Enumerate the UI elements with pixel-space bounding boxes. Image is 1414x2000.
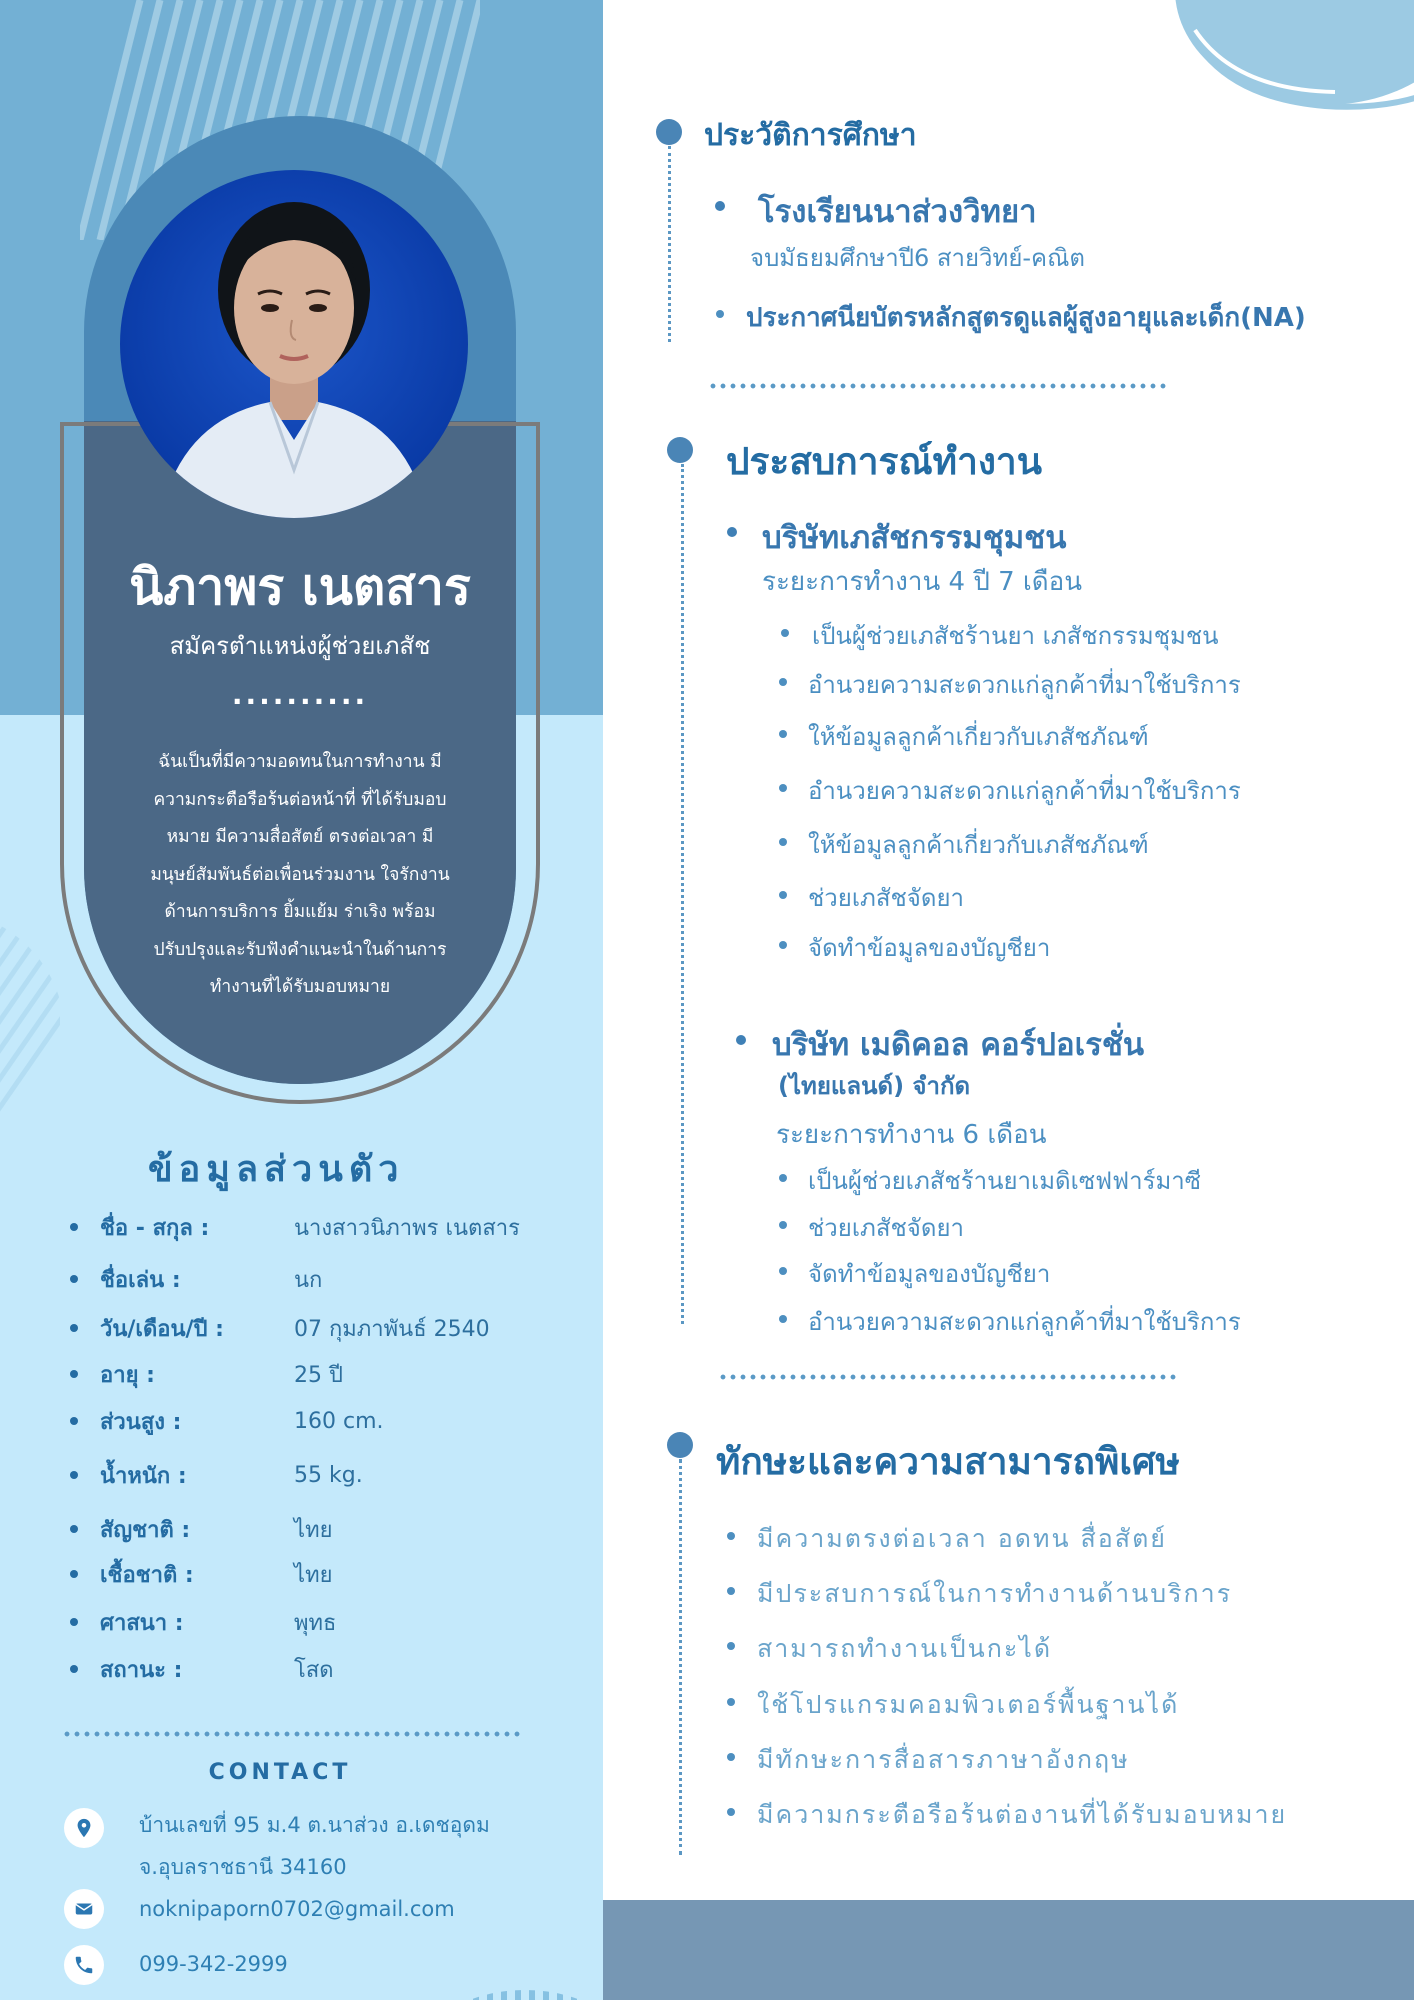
- bullet-icon: [70, 1223, 78, 1231]
- personal-info-row: [64, 1458, 584, 1492]
- bullet-icon: [70, 1665, 78, 1673]
- bullet-icon: [70, 1370, 78, 1378]
- personal-info-value: นก: [294, 1267, 323, 1293]
- bullet-icon: [727, 1587, 735, 1595]
- bullet-icon: [779, 730, 787, 738]
- profile-photo: [120, 170, 468, 518]
- personal-info-row: [64, 1652, 584, 1686]
- personal-info-label: ส่วนสูง :: [100, 1409, 182, 1435]
- bullet-icon: [779, 891, 787, 899]
- bullet-icon: [779, 838, 787, 846]
- bullet-icon: [727, 1698, 735, 1706]
- timeline-line: [668, 146, 671, 342]
- bullet-icon: [70, 1618, 78, 1626]
- bullet-icon: [781, 629, 789, 637]
- section-divider: [708, 383, 1168, 389]
- candidate-name: นิภาพร เนตสาร: [129, 558, 471, 616]
- personal-info-row: [64, 1311, 584, 1345]
- job-duty: เป็นผู้ช่วยเภสัชร้านยาเมดิเซฟฟาร์มาซี: [808, 1167, 1202, 1195]
- job-company: บริษัท เมดิคอล คอร์ปอเรชั่น: [772, 1027, 1145, 1063]
- summary-line: ความกระตือรือร้นต่อหน้าที่ ที่ได้รับมอบ: [153, 789, 447, 810]
- experience-heading: ประสบการณ์ทำงาน: [726, 440, 1042, 483]
- job-duration: ระยะการทำงาน 6 เดือน: [776, 1120, 1047, 1150]
- personal-info-label: น้ำหนัก :: [100, 1463, 187, 1489]
- job-duty: จัดทำข้อมูลของบัญชียา: [808, 934, 1051, 962]
- bullet-icon: [779, 784, 787, 792]
- timeline-marker-icon: [667, 1432, 693, 1458]
- personal-info-value: 55 kg.: [294, 1462, 363, 1488]
- personal-info-row: [64, 1557, 584, 1591]
- decorative-striped-circle: [0, 905, 60, 1165]
- timeline-line: [681, 464, 684, 1324]
- school-detail: จบมัธยมศึกษาปี6 สายวิทย์-คณิต: [750, 244, 1085, 272]
- job-duty: อำนวยความสะดวกแก่ลูกค้าที่มาใช้บริการ: [808, 777, 1241, 805]
- skills-heading: ทักษะและความสามารถพิเศษ: [716, 1440, 1180, 1483]
- personal-info-row: [64, 1357, 584, 1391]
- bullet-icon: [779, 1315, 787, 1323]
- decorative-brush-circle: [1175, 0, 1414, 110]
- job-duty: ให้ข้อมูลลูกค้าเกี่ยวกับเภสัชภัณฑ์: [808, 831, 1149, 859]
- dotted-divider: ..........: [231, 678, 369, 711]
- personal-info-heading: ข้อมูลส่วนตัว: [148, 1149, 405, 1190]
- job-duration: ระยะการทำงาน 4 ปี 7 เดือน: [762, 567, 1083, 597]
- personal-info-row: [64, 1512, 584, 1546]
- bullet-icon: [779, 678, 787, 686]
- bullet-icon: [70, 1275, 78, 1283]
- job-duty: อำนวยความสะดวกแก่ลูกค้าที่มาใช้บริการ: [808, 1308, 1241, 1336]
- personal-info-label: เชื้อชาติ :: [100, 1562, 194, 1588]
- summary-line: ฉันเป็นที่มีความอดทนในการทำงาน มี: [158, 752, 442, 772]
- address-line-2: จ.อุบลราชธานี 34160: [139, 1855, 347, 1879]
- bullet-icon: [715, 201, 725, 211]
- job-duty: อำนวยความสะดวกแก่ลูกค้าที่มาใช้บริการ: [808, 671, 1241, 699]
- skill-item: สามารถทำงานเป็นกะได้: [757, 1634, 1053, 1663]
- bullet-icon: [736, 1035, 746, 1045]
- summary-line: มนุษย์สัมพันธ์ต่อเพื่อนร่วมงาน ใจรักงาน: [150, 864, 450, 885]
- personal-info-row: [64, 1262, 584, 1296]
- bullet-icon: [727, 527, 737, 537]
- contact-heading: CONTACT: [208, 1760, 352, 1785]
- personal-info-label: สัญชาติ :: [100, 1517, 191, 1543]
- timeline-line: [679, 1459, 682, 1855]
- bullet-icon: [779, 941, 787, 949]
- bullet-icon: [70, 1570, 78, 1578]
- personal-info-row: [64, 1210, 584, 1244]
- bullet-icon: [70, 1471, 78, 1479]
- education-heading: ประวัติการศึกษา: [704, 118, 917, 153]
- bullet-icon: [727, 1808, 735, 1816]
- personal-info-label: สถานะ :: [100, 1657, 183, 1683]
- job-duty: ให้ข้อมูลลูกค้าเกี่ยวกับเภสัชภัณฑ์: [808, 723, 1149, 751]
- bullet-icon: [779, 1174, 787, 1182]
- personal-info-label: อายุ :: [100, 1362, 155, 1388]
- timeline-marker-icon: [656, 119, 682, 145]
- bullet-icon: [727, 1642, 735, 1650]
- section-divider: [718, 1374, 1176, 1380]
- personal-info-value: พุทธ: [294, 1610, 337, 1636]
- address-line-1: บ้านเลขที่ 95 ม.4 ต.นาส่วง อ.เดชอุดม: [139, 1813, 490, 1837]
- profile-summary: [126, 744, 474, 1007]
- personal-info-value: ไทย: [294, 1562, 333, 1588]
- job-company-line-2: (ไทยแลนด์) จำกัด: [778, 1072, 971, 1100]
- personal-info-value: นางสาวนิภาพร เนตสาร: [294, 1215, 520, 1241]
- summary-line: หมาย มีความสื่อสัตย์ ตรงต่อเวลา มี: [166, 827, 434, 847]
- personal-info-label: ชื่อ - สกุล :: [100, 1215, 210, 1241]
- bullet-icon: [70, 1324, 78, 1332]
- skill-item: มีความกระตือรือร้นต่องานที่ได้รับมอบหมาย: [757, 1800, 1288, 1829]
- bullet-icon: [70, 1417, 78, 1425]
- phone-link[interactable]: 099-342-2999: [139, 1952, 288, 1976]
- location-pin-icon: [64, 1808, 104, 1848]
- skill-item: มีทักษะการสื่อสารภาษาอังกฤษ: [757, 1745, 1130, 1774]
- job-duty: จัดทำข้อมูลของบัญชียา: [808, 1260, 1051, 1288]
- personal-info-value: 25 ปี: [294, 1362, 343, 1388]
- bullet-icon: [716, 310, 724, 318]
- personal-info-value: 07 กุมภาพันธ์ 2540: [294, 1316, 490, 1342]
- summary-line: ทำงานที่ได้รับมอบหมาย: [209, 977, 391, 997]
- personal-info-value: 160 cm.: [294, 1408, 384, 1434]
- bullet-icon: [70, 1525, 78, 1533]
- personal-info-label: ชื่อเล่น :: [100, 1267, 181, 1293]
- job-duty: เป็นผู้ช่วยเภสัชร้านยา เภสัชกรรมชุมชน: [812, 622, 1219, 650]
- contact-divider: [62, 1731, 520, 1737]
- personal-info-value: โสด: [294, 1657, 334, 1683]
- mail-icon: [64, 1889, 104, 1929]
- summary-line: ปรับปรุงและรับฟังคำแนะนำในด้านการ: [153, 939, 447, 960]
- job-duty: ช่วยเภสัชจัดยา: [808, 884, 964, 912]
- applied-position: สมัครตำแหน่งผู้ช่วยเภสัช: [169, 632, 431, 660]
- phone-icon: [64, 1945, 104, 1985]
- personal-info-value: ไทย: [294, 1517, 333, 1543]
- bullet-icon: [727, 1753, 735, 1761]
- school-name: โรงเรียนนาส่วงวิทยา: [758, 194, 1037, 230]
- skill-item: ใช้โปรแกรมคอมพิวเตอร์พื้นฐานได้: [757, 1690, 1180, 1719]
- job-company: บริษัทเภสัชกรรมชุมชน: [762, 520, 1067, 556]
- personal-info-row: [64, 1404, 584, 1438]
- footer-band: [603, 1900, 1414, 2000]
- skill-item: มีประสบการณ์ในการทำงานด้านบริการ: [757, 1579, 1233, 1608]
- job-duty: ช่วยเภสัชจัดยา: [808, 1214, 964, 1242]
- summary-line: ด้านการบริการ ยิ้มแย้ม ร่าเริง พร้อม: [164, 902, 436, 922]
- personal-info-label: วัน/เดือน/ปี :: [100, 1316, 224, 1342]
- skill-item: มีความตรงต่อเวลา อดทน สื่อสัตย์: [757, 1524, 1167, 1553]
- bullet-icon: [727, 1532, 735, 1540]
- email-link[interactable]: noknipaporn0702@gmail.com: [139, 1897, 455, 1921]
- personal-info-label: ศาสนา :: [100, 1610, 184, 1636]
- bullet-icon: [779, 1267, 787, 1275]
- certificate-name: ประกาศนียบัตรหลักสูตรดูแลผู้สูงอายุและเด็ก(NA): [746, 303, 1306, 333]
- personal-info-row: [64, 1605, 584, 1639]
- timeline-marker-icon: [667, 437, 693, 463]
- bullet-icon: [779, 1221, 787, 1229]
